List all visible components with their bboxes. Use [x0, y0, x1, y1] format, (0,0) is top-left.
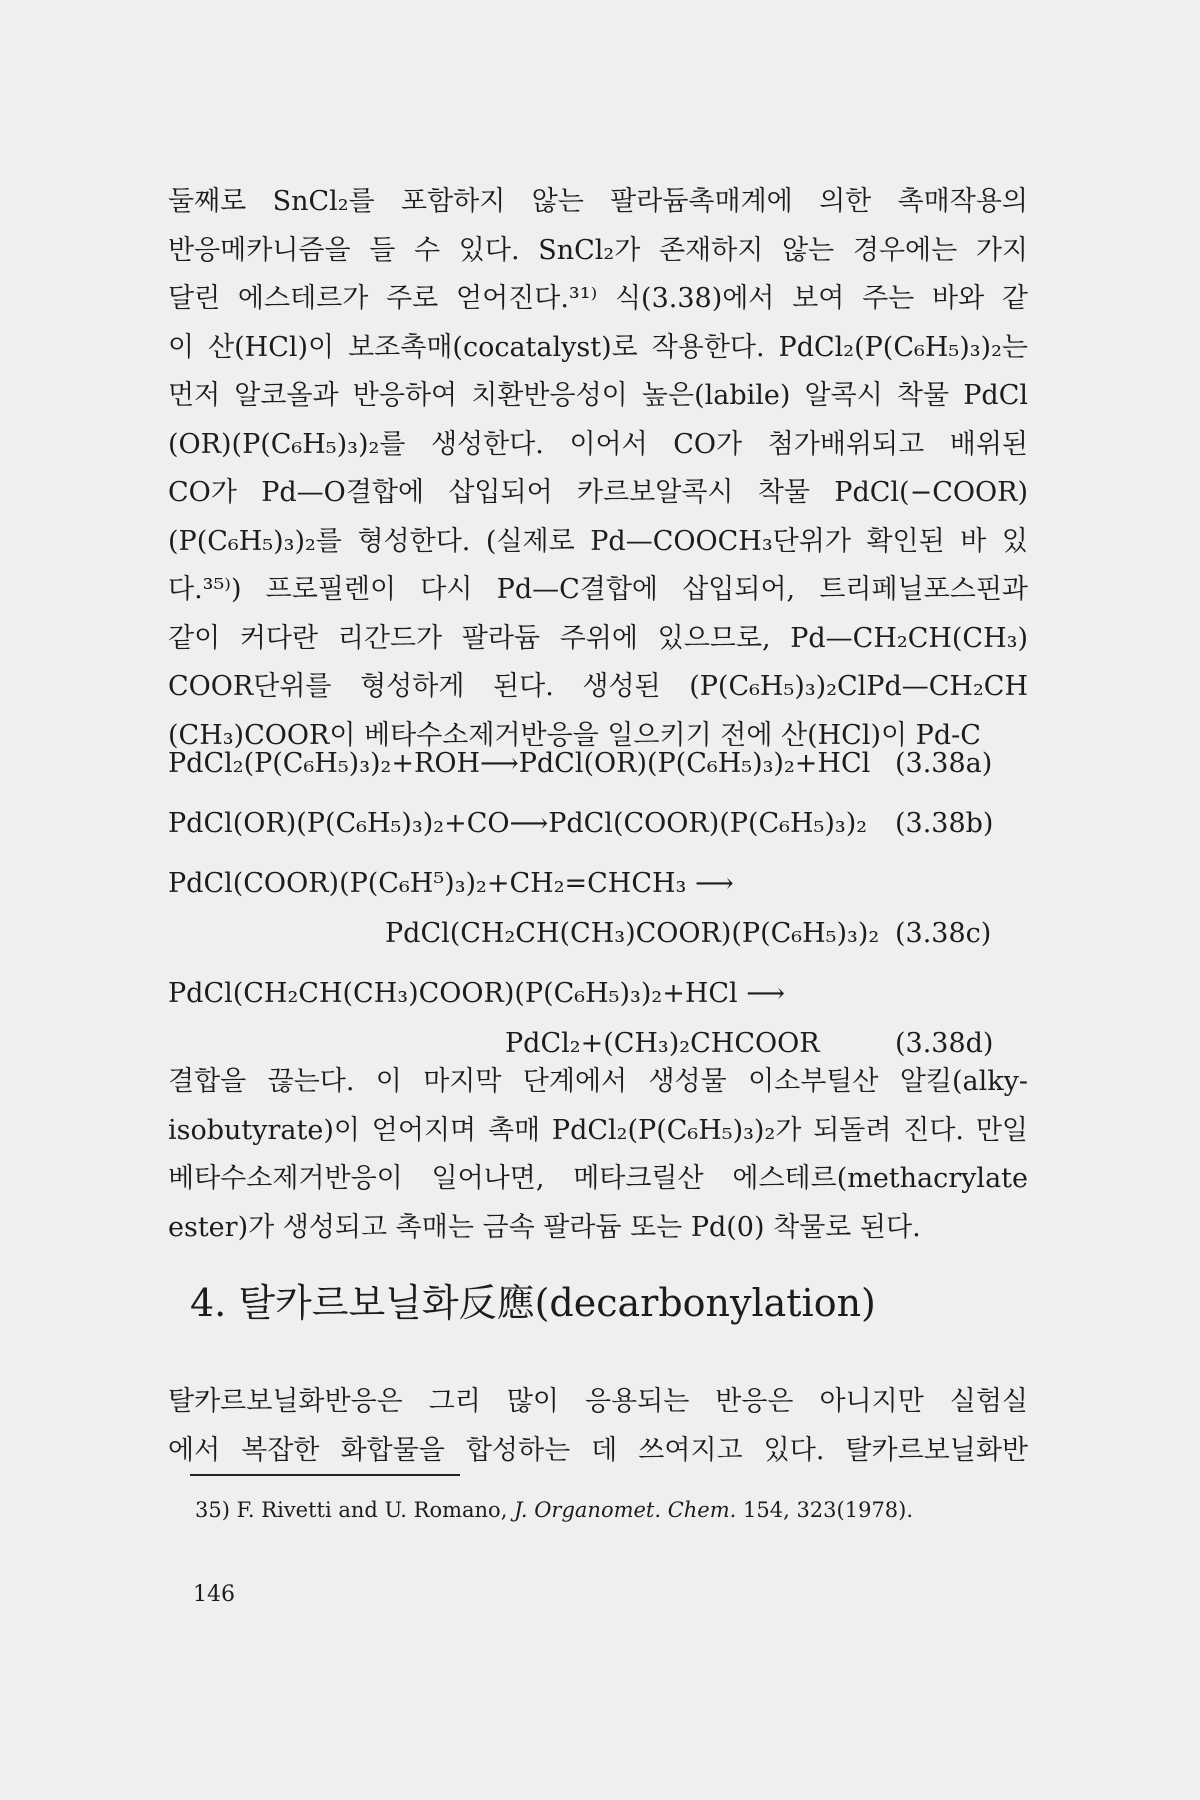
footnote-details: 154, 323(1978). [743, 1498, 914, 1522]
text-line: 먼저 알코올과 반응하여 치환반응성이 높은(labile) 알콕시 착물 PdCl [168, 380, 1028, 411]
text-line: ester)가 생성되고 촉매는 금속 팔라듐 또는 Pd(0) 착물로 된다. [168, 1211, 921, 1243]
equation-3-38c-line1: PdCl(COOR)(P(C₆H⁵)₃)₂+CH₂=CHCH₃ ⟶ [168, 868, 734, 899]
paragraph-1 [168, 178, 1028, 760]
equation-3-38c-line2: PdCl(CH₂CH(CH₃)COOR)(P(C₆H₅)₃)₂ [385, 918, 880, 949]
footnote-authors: F. Rivetti and U. Romano, [236, 1498, 508, 1522]
text-line: 결합을 끊는다. 이 마지막 단계에서 생성물 이소부틸산 알킬(alky- [168, 1066, 1028, 1097]
text-line: (OR)(P(C₆H₅)₃)₂를 생성한다. 이어서 CO가 첨가배위되고 배위된 [168, 428, 1028, 460]
text-line: isobutyrate)이 얻어지며 촉매 PdCl₂(P(C₆H₅)₃)₂가 되돌려 진다. 만일 [168, 1114, 1028, 1146]
footnote-number: 35) [195, 1498, 230, 1522]
text-line: 반응메카니즘을 들 수 있다. SnCl₂가 존재하지 않는 경우에는 가지 [168, 234, 1028, 266]
footnote-divider [190, 1474, 460, 1476]
equation-3-38d-line2: PdCl₂+(CH₃)₂CHCOOR [505, 1028, 820, 1059]
text-line: (P(C₆H₅)₃)₂를 형성한다. (실제로 Pd—COOCH₃단위가 확인된 바 있 [168, 525, 1028, 557]
text-line: (CH₃)COOR이 베타수소제거반응을 일으키기 전에 산(HCl)이 Pd-C [168, 719, 981, 751]
equation-3-38a: PdCl₂(P(C₆H₅)₃)₂+ROH⟶PdCl(OR)(P(C₆H₅)₃)₂+HCl [168, 748, 871, 779]
equation-3-38d-line1: PdCl(CH₂CH(CH₃)COOR)(P(C₆H₅)₃)₂+HCl ⟶ [168, 978, 785, 1009]
text-line: CO가 Pd—O결합에 삽입되어 카르보알콕시 착물 PdCl(−COOR) [168, 477, 1028, 508]
text-line: 둘째로 SnCl₂를 포함하지 않는 팔라듐촉매계에 의한 촉매작용의 [168, 186, 1028, 217]
text-line: 베타수소제거반응이 일어나면, 메타크릴산 에스테르(methacrylate [168, 1163, 1028, 1194]
equation-label-3-38c: (3.38c) [895, 918, 992, 949]
page-number: 146 [193, 1582, 235, 1607]
text-line: 다.³⁵⁾) 프로필렌이 다시 Pd—C결합에 삽입되어, 트리페닐포스핀과 [168, 574, 1028, 605]
section-heading: 4. 탈카르보닐화反應(decarbonylation) [190, 1281, 876, 1325]
text-line: 달린 에스테르가 주로 얻어진다.³¹⁾ 식(3.38)에서 보여 주는 바와 같 [168, 283, 1028, 314]
equation-label-3-38b: (3.38b) [895, 808, 994, 839]
text-line: 에서 복잡한 화합물을 합성하는 데 쓰여지고 있다. 탈카르보닐화반 [168, 1434, 1028, 1466]
equation-label-3-38d: (3.38d) [895, 1028, 994, 1059]
text-line: COOR단위를 형성하게 된다. 생성된 (P(C₆H₅)₃)₂ClPd—CH₂CH [168, 671, 1028, 702]
equation-label-3-38a: (3.38a) [895, 748, 993, 779]
paragraph-2 [168, 1058, 1028, 1252]
footnote-journal: J. Organomet. Chem. [514, 1498, 737, 1522]
text-line: 탈카르보닐화반응은 그리 많이 응용되는 반응은 아니지만 실험실 [168, 1386, 1028, 1417]
footnote-35 [195, 1498, 913, 1522]
paragraph-3 [168, 1378, 1028, 1475]
text-line: 같이 커다란 리간드가 팔라듐 주위에 있으므로, Pd—CH₂CH(CH₃) [168, 622, 1028, 654]
text-line: 이 산(HCl)이 보조촉매(cocatalyst)로 작용한다. PdCl₂(P(C₆H₅)₃)₂는 [168, 331, 1028, 363]
equation-3-38b: PdCl(OR)(P(C₆H₅)₃)₂+CO⟶PdCl(COOR)(P(C₆H₅)₃)₂ [168, 808, 868, 839]
